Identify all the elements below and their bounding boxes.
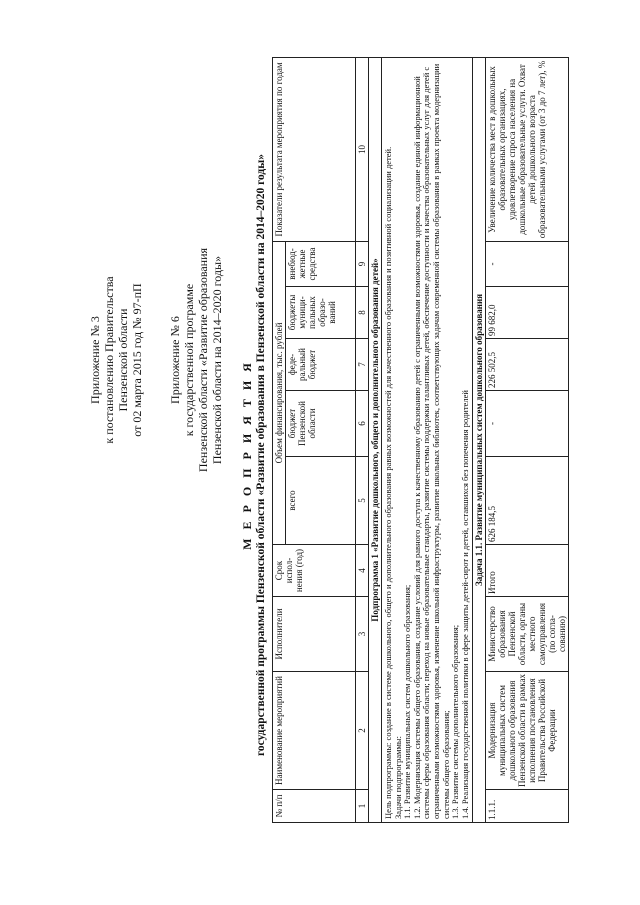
col-number: 1 — [356, 790, 369, 823]
title-subheading: государственной программы Пензенской области «Развитие образования в Пензенской области на 2014–2020 годы» — [255, 154, 267, 756]
row-offbudget: - — [486, 241, 569, 286]
row-regional: - — [486, 391, 569, 457]
table-row — [486, 57, 569, 822]
header-executors: Исполнители — [273, 597, 356, 672]
goal-block — [382, 57, 473, 822]
goal-line: 1.2. Модернизация системы общего образования, создание условий для равного доступа к качественному образованию детей с ограниченными возможностями здоровья, создание единой информационной системы сферы образования области; переход на новые образовательные стандарты, развитие системы поддержки талантливых детей, обеспечение доступности и качества образовательных услуг для детей с ограниченными возможностями здоровья, изменение школьной инфраструктуры, развитие школьных библиотек, соответствующих задачам современной системы образования в рамках проекта модернизации системы общего образования; — [411, 63, 451, 819]
header-federal: феде-ральный бюджет — [286, 339, 356, 391]
measures-table — [272, 57, 569, 823]
program-line: Пензенской области на 2014–2020 годы» — [210, 255, 224, 465]
col-number: 2 — [356, 672, 369, 790]
row-num: 1.1.1. — [486, 790, 569, 823]
col-number: 9 — [356, 241, 369, 286]
row-municipal: 99 682,0 — [486, 287, 569, 339]
row-name: Модернизация муниципальных систем дошкольного образования Пензенской области в рамках исполнения постановления Правительства Российской Федерации — [486, 672, 569, 790]
goal-row — [382, 57, 473, 822]
col-number: 6 — [356, 391, 369, 457]
col-number: 3 — [356, 597, 369, 672]
header-regional: бюджет Пензенской области — [286, 391, 356, 457]
task-title: Задача 1.1. Развитие муниципальных систем дошкольного образования — [473, 57, 486, 822]
subprogram-title: Подпрограмма 1 «Развитие дошкольного, общего и дополнительного образования детей» — [369, 57, 382, 822]
program-line: к государственной программе — [182, 283, 196, 437]
resolution-line: от 02 марта 2015 год № 97-пП — [130, 283, 144, 437]
resolution-line: Пензенской области — [116, 308, 130, 412]
header-offbudget: внебюд-жетные средства — [286, 241, 356, 286]
row-federal: 226 502,5 — [486, 339, 569, 391]
header-result: Показатели результата мероприятия по годам — [273, 57, 356, 241]
header-term: Срок испол-нения (год) — [273, 545, 356, 597]
resolution-line: к постановлению Правительства — [102, 276, 116, 444]
appendix3-label: Приложение № 3 — [88, 316, 102, 404]
header-municipal: бюджеты муници-пальных образо-ваний — [286, 287, 356, 339]
header-funding: Объем финансирования, тыс. рублей — [273, 241, 286, 544]
column-number-row — [356, 57, 369, 822]
col-number: 8 — [356, 287, 369, 339]
goal-line: Задачи подпрограммы: — [392, 735, 403, 819]
appendix-header — [88, 230, 224, 490]
col-number: 10 — [356, 57, 369, 241]
header-num: № п/п — [273, 790, 356, 823]
row-result: Увеличение количества мест в дошкольных образовательных организациях, удовлетворение спроса населения на дошкольные образовательные услуги. Охват детей дошкольного возраста образовательными услугами (от 3 до 7 лет), % — [486, 57, 569, 241]
title-heading: М Е Р О П Р И Я Т И Я — [240, 360, 254, 550]
row-total: 626 184,5 — [486, 457, 569, 545]
col-number: 5 — [356, 457, 369, 545]
task-row — [473, 57, 486, 822]
appendix6-label: Приложение № 6 — [168, 316, 182, 404]
row-term: Итого — [486, 545, 569, 597]
program-line: Пензенской области «Развитие образования — [196, 247, 210, 473]
col-number: 7 — [356, 339, 369, 391]
document-title — [240, 45, 268, 865]
goal-line: 1.4. Реализация государственной политики в сфере защиты детей-сирот и детей, оставшихся без попечения родителей — [459, 390, 470, 819]
goal-line: Цель подпрограммы: создание в системе дошкольного, общего и дополнительного образования равных возможностей для качественного образования и позитивной социализации детей. — [383, 146, 393, 819]
subprogram-row — [369, 57, 382, 822]
goal-line: 1.3. Развитие системы дополнительного образования; — [450, 624, 461, 819]
table-header-row — [273, 57, 286, 822]
header-name: Наименование мероприятий — [273, 672, 356, 790]
col-number: 4 — [356, 545, 369, 597]
goal-line: 1.1. Развитие муниципальных систем дошкольного образования; — [402, 584, 413, 819]
header-total: всего — [286, 457, 356, 545]
row-executors: Министерство образования Пензенской области, органы местного самоуправления (по согла-сованию) — [486, 597, 569, 672]
